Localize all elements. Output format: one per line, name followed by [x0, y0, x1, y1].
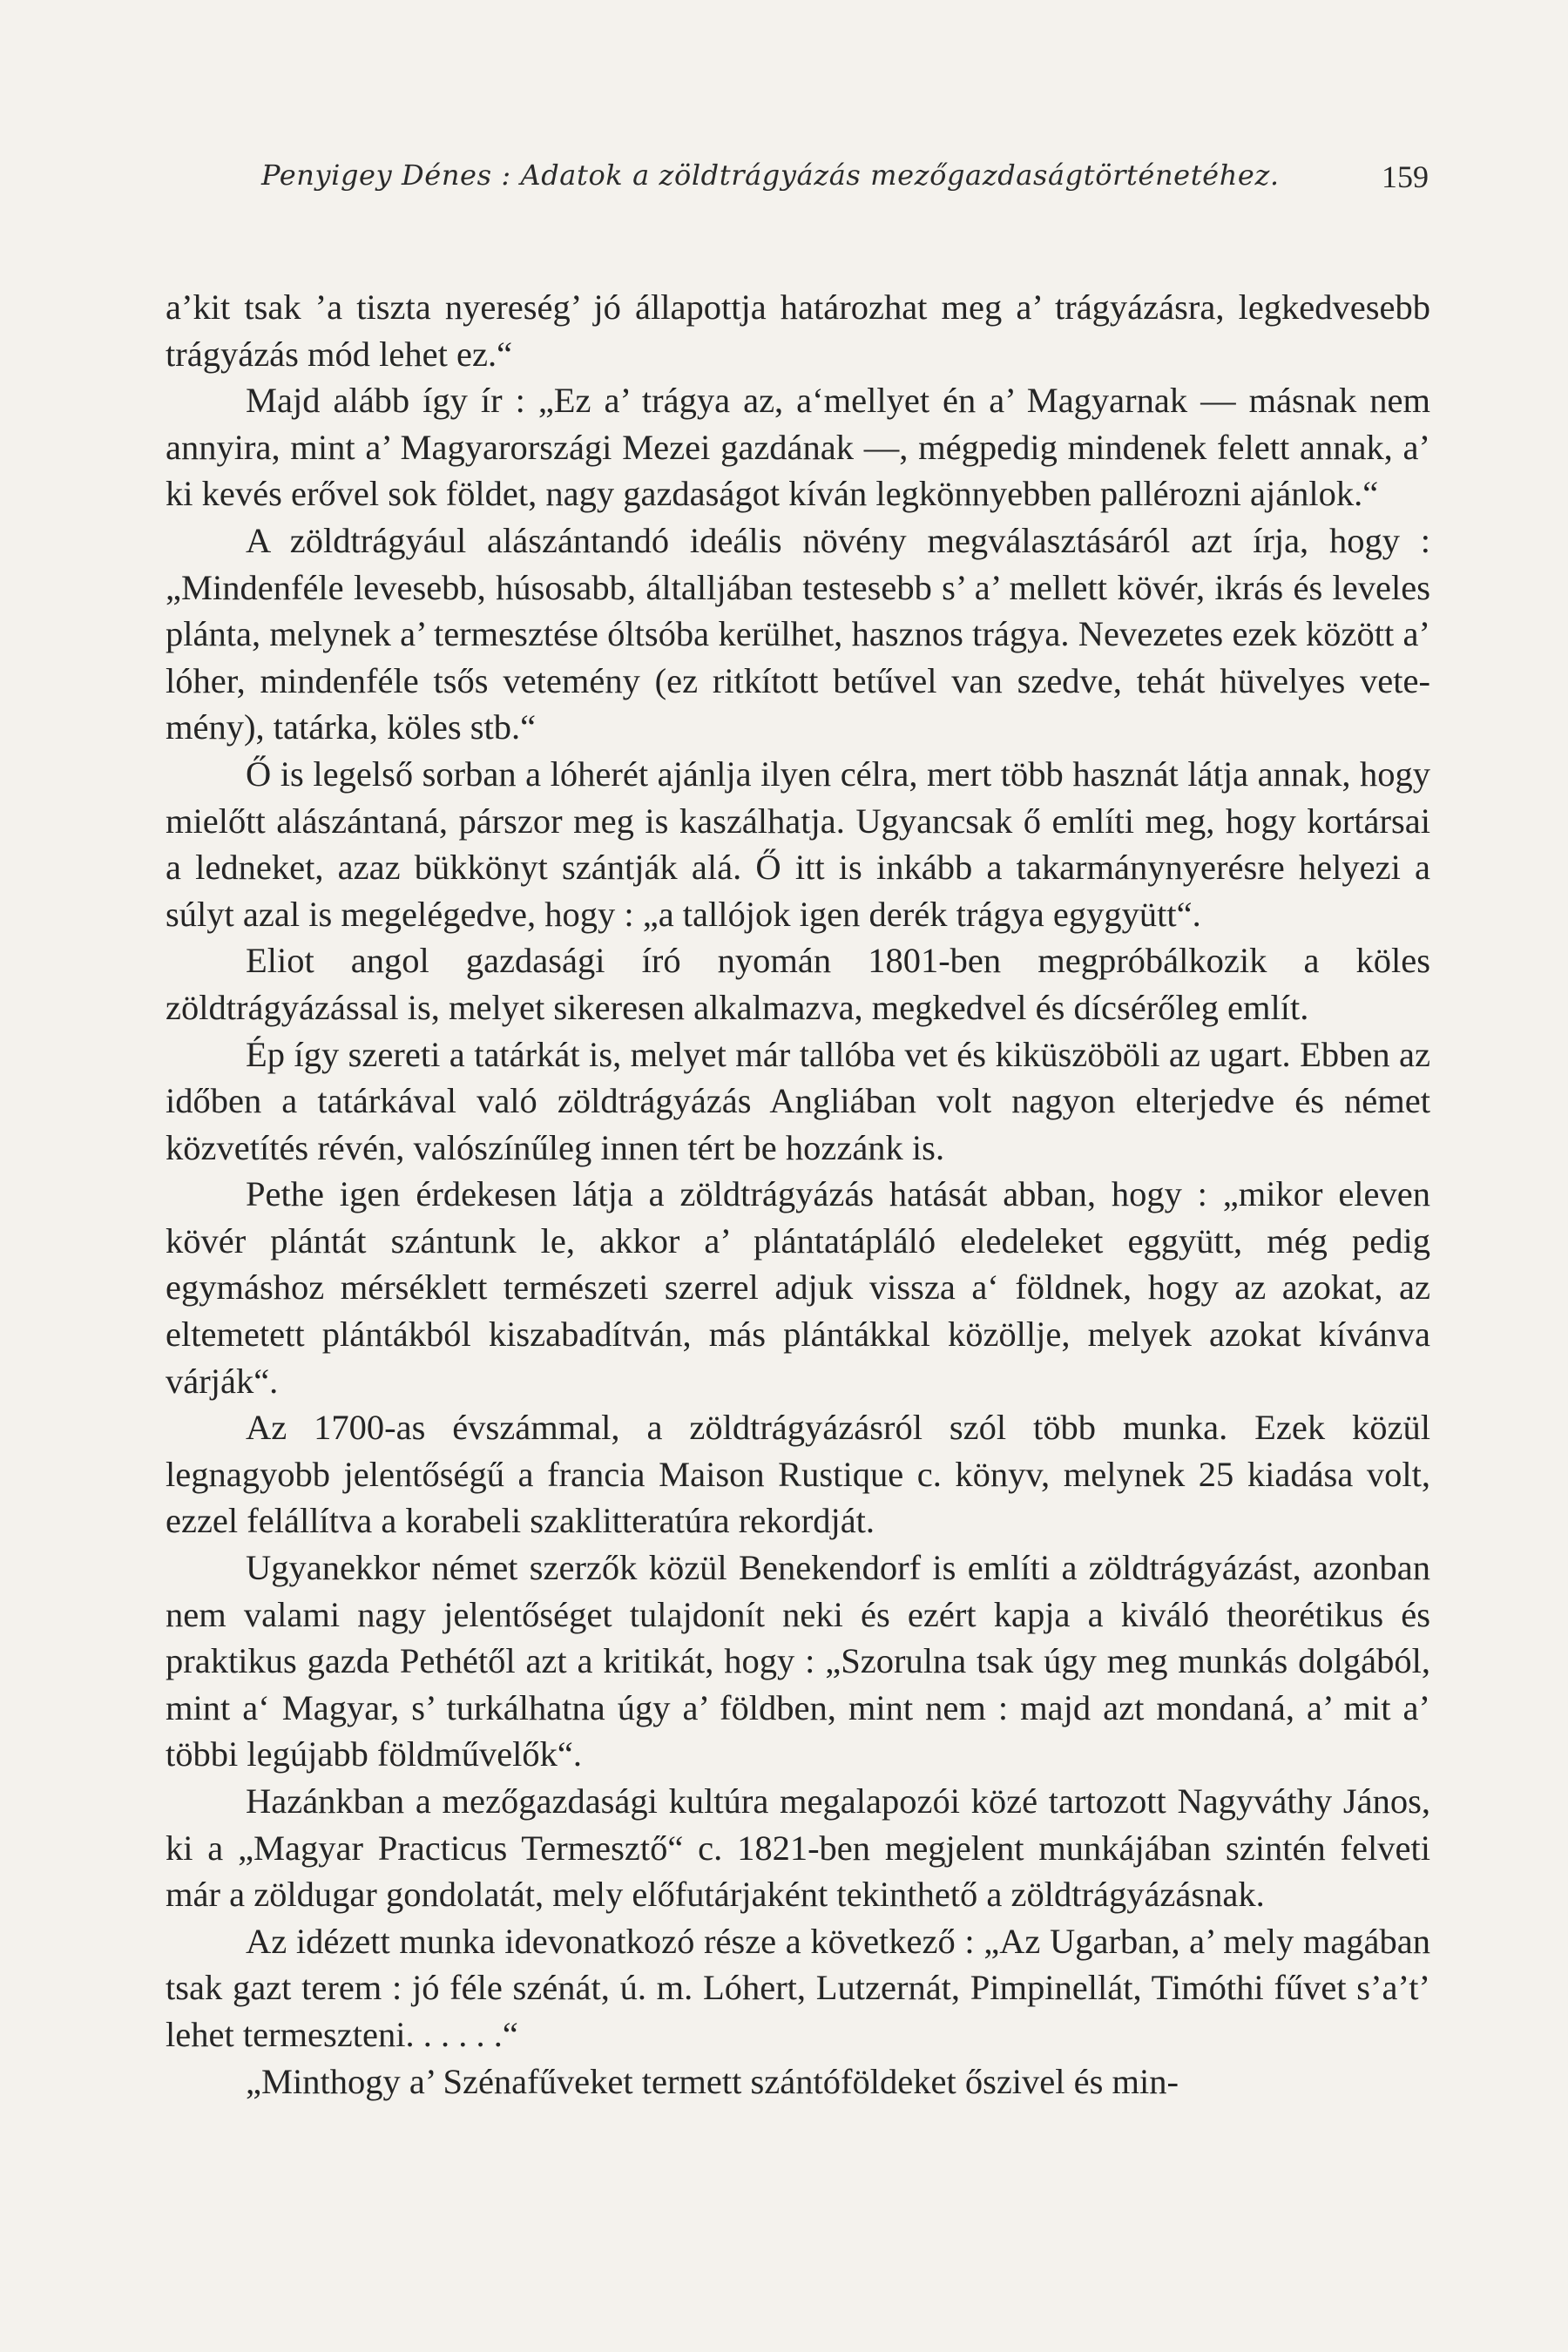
page-number: 159 — [1382, 159, 1429, 194]
running-title: Penyigey Dénes : Adatok a zöldtrágyázás mezőgazdaságtörténetéhez. — [261, 159, 1280, 192]
body-text — [166, 284, 1430, 2105]
paragraph: Ugyanekkor német szerzők közül Benekendorf is említi a zöldtrágyázást, azonban nem valami nagy jelentőséget tulajdonít neki és ezért kapja a kiváló theorétikus és praktikus gazda Pethétől azt a kritikát, hogy : „Szorulna tsak úgy meg munkás dolgából, mint a‘ Magyar, s’ turkálhatna úgy a’ földben, mint nem : majd azt mondaná, a’ mit a’ többi legújabb földművelők“. — [166, 1548, 1430, 1774]
paragraph: Majd alább így ír : „Ez a’ trágya az, a‘mellyet én a’ Magyarnak — másnak nem annyira, mint a’ Magyarországi Mezei gazdának —, mégpedig mindenek felett annak, a’ ki kevés erővel sok földet, nagy gazdaságot kíván legkönnyebben pallérozni ajánlok.“ — [166, 381, 1430, 514]
paragraph: Hazánkban a mezőgazdasági kultúra megalapozói közé tartozott Nagyváthy János, ki a „Magyar Practicus Termesztő“ c. 1821-ben megjelent munkájában szintén felveti már a zöldugar gondolatát, mely előfutárjaként tekinthető a zöldtrágyázásnak. — [166, 1781, 1430, 1915]
paragraph: Az idézett munka idevonatkozó része a következő : „Az Ugarban, a’ mely magában tsak gazt terem : jó féle szénát, ú. m. Lóhert, Lutzernát, Pimpinellát, Timóthi fűvet s’a’t’ lehet termeszteni. . . . . .“ — [166, 1921, 1430, 2054]
paragraph: Pethe igen érdekesen látja a zöldtrágyázás hatását abban, hogy : „mikor eleven kövér plántát szántunk le, akkor a’ plántatápláló eledeleket eggyütt, még pedig egymáshoz mérséklett természeti szerrel adjuk vissza a‘ földnek, hogy az azokat, az eltemetett plántákból kiszabadítván, más plántákkal közöllje, melyek azokat kívánva várják“. — [166, 1174, 1430, 1401]
paragraph: a’kit tsak ’a tiszta nyereség’ jó állapottja határozhat meg a’ trágyázásra, legkedvesebb trágyázás mód lehet ez.“ — [166, 287, 1430, 374]
paragraph: „Minthogy a’ Szénafűveket termett szántóföldeket őszivel és min- — [246, 2061, 1179, 2101]
paragraph: A zöldtrágyául alászántandó ideális növény megválasztásáról azt írja, hogy : „Mindenféle levesebb, húsosabb, általljában testesebb s’ a’ mellett kövér, ikrás és leveles plánta, melynek a’ termesztése óltsóba kerülhet, hasznos trágya. Nevezetes ezek között a’ lóher, mindenféle tsős vetemény (ez ritkított betűvel van szedve, tehát hüvelyes vetemény), tatárka, köles stb.“ — [166, 520, 1430, 747]
paragraph: Eliot angol gazdasági író nyomán 1801-ben megpróbálkozik a köles zöldtrágyázással is, melyet sikeresen alkalmazva, megkedvel és dícsérőleg említ. — [166, 941, 1430, 1027]
paragraph: Az 1700-as évszámmal, a zöldtrágyázásról szól több munka. Ezek közül legnagyobb jelentőségű a francia Maison Rustique c. könyv, melynek 25 kiadása volt, ezzel felállítva a korabeli szaklitteratúra rekordját. — [166, 1408, 1430, 1541]
page-header — [261, 159, 1446, 211]
paragraph: Ép így szereti a tatárkát is, melyet már tallóba vet és kiküszöböli az ugart. Ebben az időben a tatárkával való zöldtrágyázás Angliában volt nagyon elterjedve és német közvetítés révén, valószínűleg innen tért be hozzánk is. — [166, 1034, 1430, 1167]
paragraph: Ő is legelső sorban a lóherét ajánlja ilyen célra, mert több hasznát látja annak, hogy mielőtt alászántaná, párszor meg is kaszálhatja. Ugyancsak ő említi meg, hogy kortársai a ledneket, azaz bükkönyt szántják alá. Ő itt is inkább a takarmánynyerésre helyezi a súlyt azal is megelégedve, hogy : „a tallójok igen derék trágya egygyütt“. — [166, 754, 1430, 934]
